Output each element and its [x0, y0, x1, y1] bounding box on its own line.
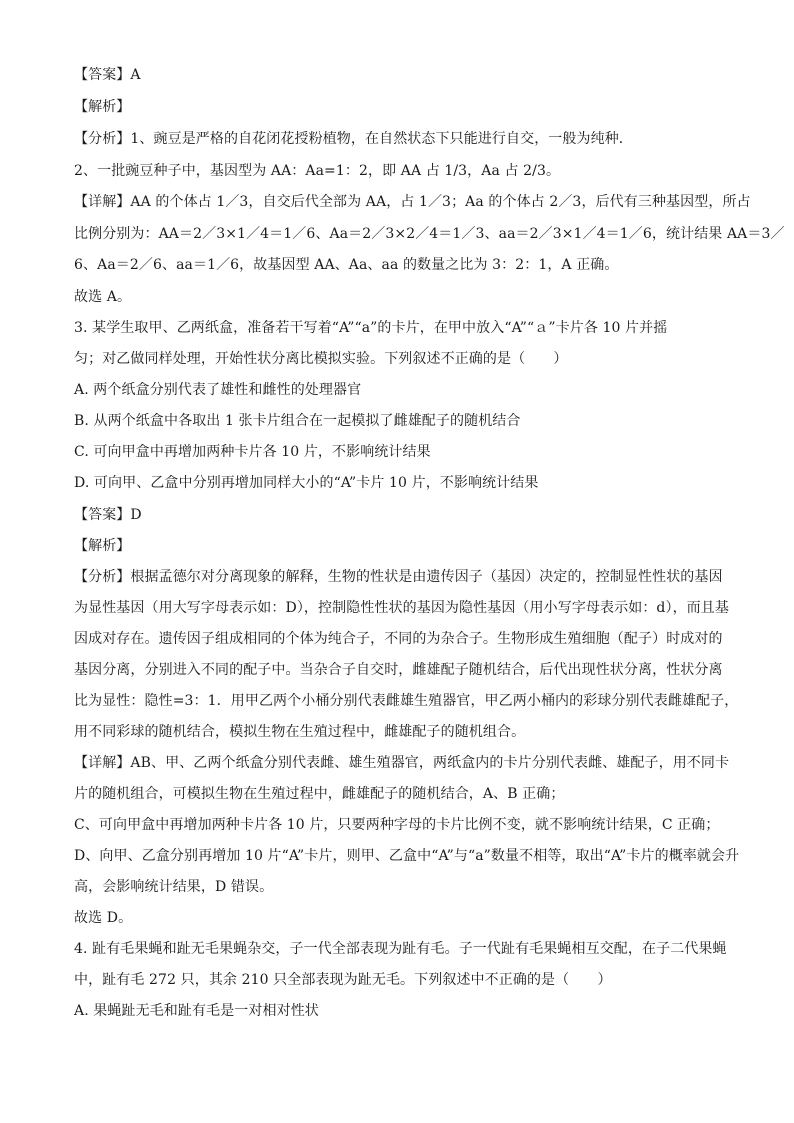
analysis-text-q3-1: 【分析】根据孟德尔对分离现象的解释，生物的性状是由遗传因子（基因）决定的，控制显性性状的基因 — [74, 569, 723, 585]
analysis-text-q3-4: 基因分离，分别进入不同的配子中。当杂合子自交时，雌雄配子随机结合，后代出现性状分离，性状分离 — [74, 662, 723, 678]
analysis-label-q2: 【解析】 — [74, 99, 131, 115]
detail-text-q2-3: 6、Aa＝2／6、aa＝1／6，故基因型 AA、Aa、aa 的数量之比为 3：2：1，A 正确。 — [74, 257, 619, 273]
question-3-option-b: B. 从两个纸盒中各取出 1 张卡片组合在一起模拟了雌雄配子的随机结合 — [74, 413, 521, 429]
analysis-label-q3: 【解析】 — [74, 538, 131, 554]
question-3-option-d: D. 可向甲、乙盒中分别再增加同样大小的“A”卡片 10 片，不影响统计结果 — [74, 475, 539, 491]
question-4-stem-2: 中，趾有毛 272 只，其余 210 只全部表现为趾无毛。下列叙述中不正确的是（ ） — [74, 972, 612, 988]
analysis-text-q3-5: 比为显性：隐性=3：1．用甲乙两个小桶分别代表雌雄生殖器官，甲乙两小桶内的彩球分别代表雌雄配子， — [74, 693, 739, 709]
analysis-text-q2-1: 【分析】1、豌豆是严格的自花闭花授粉植物，在自然状态下只能进行自交，一般为纯种． — [74, 131, 633, 147]
answer-label-q3: 【答案】D — [74, 507, 142, 523]
conclusion-q2: 故选 A。 — [74, 289, 132, 305]
answer-label-q2: 【答案】A — [74, 67, 141, 83]
detail-text-q3-5: 高，会影响统计结果，D 错误。 — [74, 879, 274, 895]
question-3-option-c: C. 可向甲盒中再增加两种卡片各 10 片，不影响统计结果 — [74, 444, 431, 460]
analysis-text-q2-2: 2、一批豌豆种子中，基因型为 AA：Aa=1：2，即 AA 占 1/3，Aa 占 2/3。 — [74, 163, 561, 179]
detail-text-q3-2: 片的随机组合，可模拟生物在生殖过程中，雌雄配子的随机结合，A、B 正确； — [74, 786, 565, 802]
question-4-option-a: A. 果蝇趾无毛和趾有毛是一对相对性状 — [74, 1003, 319, 1019]
question-3-stem-1: 3. 某学生取甲、乙两纸盒，准备若干写着“A”“a”的卡片，在甲中放入“A”“ａ”卡片各 10 片并摇 — [74, 320, 668, 336]
question-3-stem-2: 匀；对乙做同样处理，开始性状分离比模拟实验。下列叙述不正确的是（ ） — [74, 351, 568, 367]
question-4-stem-1: 4. 趾有毛果蝇和趾无毛果蝇杂交，子一代全部表现为趾有毛。子一代趾有毛果蝇相互交配，在子二代果蝇 — [74, 941, 727, 957]
detail-text-q3-3: C、可向甲盒中再增加两种卡片各 10 片，只要两种字母的卡片比例不变，就不影响统计结果，C 正确； — [74, 817, 720, 833]
analysis-text-q3-6: 用不同彩球的随机结合，模拟生物在生殖过程中，雌雄配子的随机组合。 — [74, 724, 526, 740]
detail-text-q3-1: 【详解】AB、甲、乙两个纸盒分别代表雌、雄生殖器官，两纸盒内的卡片分别代表雌、雄配子，用不同卡 — [74, 755, 730, 771]
question-3-option-a: A. 两个纸盒分别代表了雄性和雌性的处理器官 — [74, 382, 362, 398]
analysis-text-q3-3: 因成对存在。遗传因子组成相同的个体为纯合子，不同的为杂合子。生物形成生殖细胞（配子）时成对的 — [74, 631, 723, 647]
analysis-text-q3-2: 为显性基因（用大写字母表示如：D），控制隐性性状的基因为隐性基因（用小写字母表示如：d），而且基 — [74, 600, 729, 616]
detail-text-q2-2: 比例分别为：AA＝2／3×1／4＝1／6、Aa＝2／3×2／4＝1／3、aa＝2／3×1／4＝1／6，统计结果 AA＝3／ — [74, 226, 785, 242]
detail-text-q3-4: D、向甲、乙盒分别再增加 10 片“A”卡片，则甲、乙盒中“A”与“a”数量不相等，取出“A”卡片的概率就会升 — [74, 848, 740, 864]
detail-text-q2-1: 【详解】AA 的个体占 1／3，自交后代全部为 AA，占 1／3；Aa 的个体占 2／3，后代有三种基因型，所占 — [74, 194, 751, 210]
conclusion-q3: 故选 D。 — [74, 910, 133, 926]
